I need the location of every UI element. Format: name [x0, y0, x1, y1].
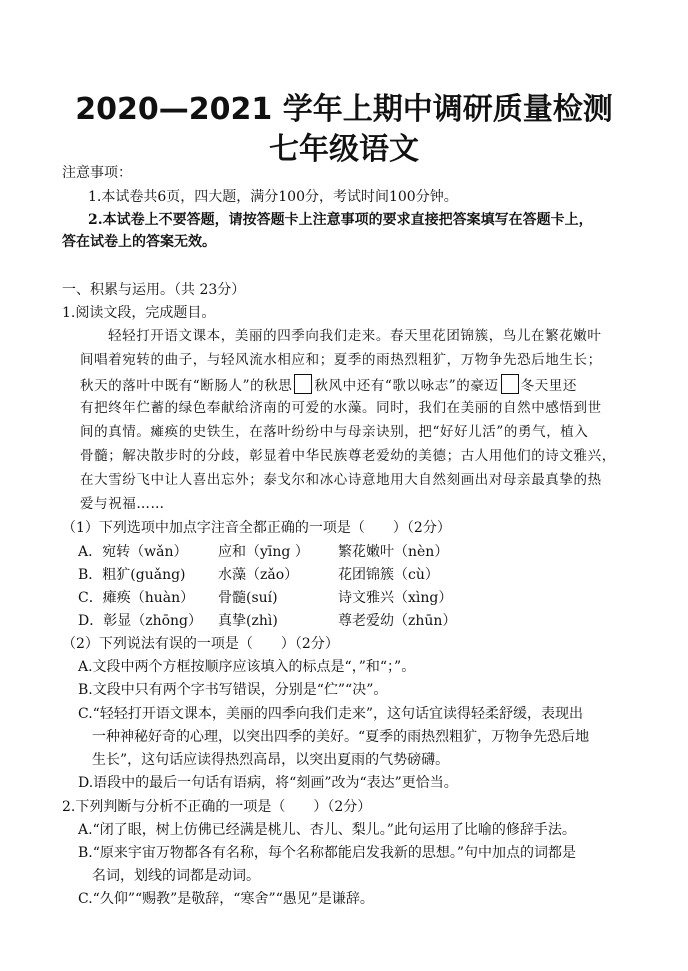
passage-line-8: 爱与祝福…… [80, 496, 165, 512]
option-b-word-3: 花团锦簇（cù） [338, 567, 439, 583]
notice-item-2a: 2.本试卷上不要答题，请按答题卡上注意事项的要求直接把答案填写在答题卡上， [88, 212, 593, 228]
passage-line-5: 间的真情。瘫痪的史铁生，在落叶纷纷中与母亲诀别，把“好好儿活”的勇气，植入 [80, 424, 589, 440]
option-c-word-2: 骨髓(suí) [218, 590, 278, 606]
notice-item-2b: 答在试卷上的答案无效。 [62, 234, 216, 250]
passage-line-3-part-a: 秋天的落叶中既有“断肠人”的秋思 [80, 378, 293, 394]
option-d-word-2: 真挚(zhì) [218, 613, 278, 629]
passage-line-6: 骨髓；解决散步时的分歧，彰显着中华民族尊老爱幼的美德；古人用他们的诗文雅兴， [80, 448, 616, 464]
question-2-stem: 2.下列判断与分析不正确的一项是（ ）（2分） [62, 799, 372, 815]
passage-line-2: 间唱着宛转的曲子，与轻风流水相应和；夏季的雨热烈粗犷，万物争先恐后地生长； [80, 352, 602, 368]
sub2-option-c-line-3: 生长”，这句话应读得热烈高昂，以突出夏雨的气势磅礴。 [92, 752, 450, 768]
passage-line-3-part-b: 秋风中还有“歌以咏志”的豪迈 [314, 378, 499, 394]
q2-option-c: C.“久仰”“赐教”是敬辞，“寒舍”“愚见”是谦辞。 [78, 891, 374, 907]
sub-question-2-stem: （2）下列说法有误的一项是（ ）（2分） [62, 636, 339, 652]
option-c-word-3: 诗文雅兴（xìng） [338, 590, 453, 606]
option-b-word-2: 水藻（zǎo） [218, 567, 299, 583]
punctuation-blank-box [501, 374, 519, 394]
option-a-word-3: 繁花嫩叶（nèn） [338, 544, 449, 560]
question-1-stem: 1.阅读文段，完成题目。 [62, 305, 216, 321]
sub-question-1-stem: （1）下列选项中加点字注音全都正确的一项是（ ）（2分） [62, 520, 451, 536]
sub2-option-b: B.文段中只有两个字书写错误，分别是“伫”“决”。 [78, 682, 388, 698]
notice-item-1: 1.本试卷共6页，四大题，满分100分，考试时间100分钟。 [88, 189, 458, 205]
passage-line-3 [80, 374, 577, 396]
sub2-option-c-line-2: 一种神秘好奇的心理，以突出四季的美好。“夏季的雨热烈粗犷，万物争先恐后地 [92, 729, 590, 745]
sub2-option-c-line-1: C.“轻轻打开语文课本，美丽的四季向我们走来”，这句话宜读得轻柔舒缓，表现出 [78, 706, 583, 722]
sub2-option-d: D.语段中的最后一句话有语病，将“刻画”改为“表达”更恰当。 [78, 775, 458, 791]
punctuation-blank-box [294, 374, 312, 394]
passage-line-7: 在大雪纷飞中让人喜出忘外；泰戈尔和冰心诗意地用大自然刻画出对母亲最真挚的热 [80, 472, 602, 488]
passage-line-1: 轻轻打开语文课本，美丽的四季向我们走来。春天里花团锦簇，鸟儿在繁花嫩叶 [108, 328, 602, 344]
option-d-word-1: D．彰显（zhōng） [78, 613, 203, 629]
sub2-option-a: A.文段中两个方框按顺序应该填入的标点是“，”和“；”。 [78, 659, 416, 675]
option-b-word-1: B．粗犷(guǎng) [78, 567, 186, 583]
option-c-word-1: C．瘫痪（huàn） [78, 590, 195, 606]
section-heading: 一、积累与运用。（共 23分） [62, 282, 246, 298]
passage-line-4: 有把终年伫蓄的绿色奉献给济南的可爱的水藻。同时，我们在美丽的自然中感悟到世 [80, 400, 602, 416]
q2-option-b-line-2: 名词，划线的词都是动词。 [92, 868, 260, 884]
exam-title: 2020—2021 学年上期中调研质量检测 [75, 92, 613, 127]
option-a-word-1: A．宛转（wǎn） [78, 544, 188, 560]
notice-heading: 注意事项： [62, 165, 132, 181]
q2-option-a: A.“闭了眼，树上仿佛已经满是桃儿、杏儿、梨儿。”此句运用了比喻的修辞手法。 [78, 822, 576, 838]
q2-option-b-line-1: B.“原来宇宙万物都各有名称，每个名称都能启发我新的思想。”句中加点的词都是 [78, 845, 577, 861]
passage-line-3-part-c: 冬天里还 [520, 378, 578, 394]
exam-subtitle: 七年级语文 [269, 132, 419, 167]
option-d-word-3: 尊老爱幼（zhūn） [338, 613, 457, 629]
option-a-word-2: 应和（yīng ） [218, 544, 309, 560]
